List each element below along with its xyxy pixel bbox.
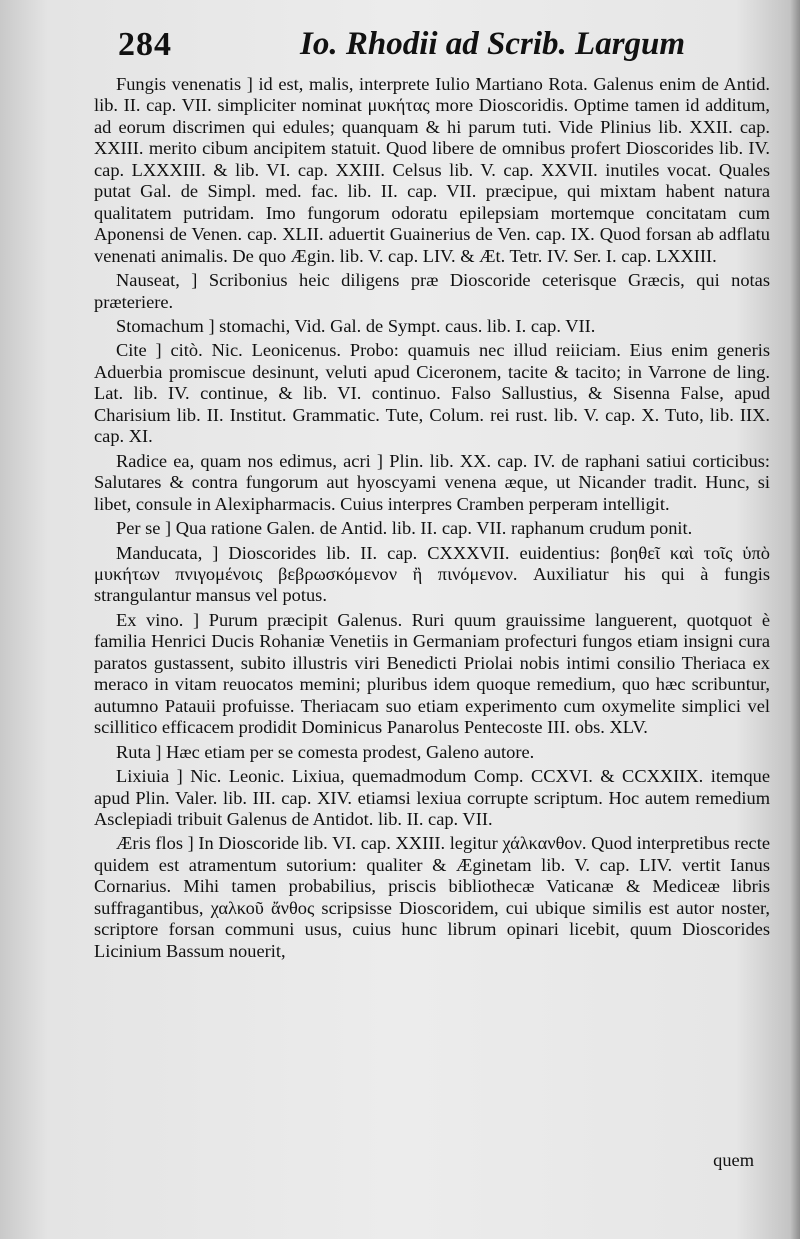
paragraph-lixiuia: Lixiuia ] Nic. Leonic. Lixiua, quemadmodum Comp. CCXVI. & CCXXIIX. itemque apud Plin. Valer. lib. III. cap. XIV. etiamsi lexiua corrupte scriptum. Hoc autem remedium Asclepiadi tribuit Galenus de Antidot. lib. II. cap. VII. [94,766,770,829]
paragraph-radice: Radice ea, quam nos edimus, acri ] Plin. lib. XX. cap. IV. de raphani satiui corticibus: Salutares & contra fungorum aut hyoscyami venena æque, ut Nicander tradit. Hunc, si libet, consule in Alexipharmacis. Cuius interpres Cramben perperam intelligit. [94,450,770,514]
paragraph-manducata: Manducata, ] Dioscorides lib. II. cap. CXXXVII. euidentius: βοηθεῖ καὶ τοῖς ὑπὸ μυκήτων πνιγομένοις βεβρωσκόμενον ἢ πινόμενον. Auxiliatur his qui à fungis strangulantur mansus vel potus. [94,542,770,606]
paragraph-ruta: Ruta ] Hæc etiam per se comesta prodest, Galeno autore. [116,741,535,762]
paragraph-cite: Cite ] citò. Nic. Leonicenus. Probo: quamuis nec illud reiiciam. Eius enim generis Aduerbia promiscue desinunt, veluti apud Ciceronem, tacite & tacito; in Varrone de ling. Lat. lib. IV. continue, & lib. VI. continuo. Falso Sallustius, & Sisenna False, apud Charisium lib. II. Institut. Grammatic. Tute, Colum. rei rust. lib. V. cap. X. Tuto, lib. IIX. cap. XI. [94,340,770,447]
paragraph-nauseat: Nauseat, ] Scribonius heic diligens præ Dioscoride ceterisque Græcis, qui notas præteriere. [94,270,770,312]
paragraph-aeris-flos: Æris flos ] In Dioscoride lib. VI. cap. XXIII. legitur χάλκανθον. Quod interpretibus recte quidem est atramentum sutorium: qualiter & Æginetam lib. V. cap. LIV. vertit Ianus Cornarius. Mihi tamen probabilius, priscis bibliothecæ Vaticanæ & Mediceæ libris suffragantibus, χαλκοῦ ἄνθος scripsisse Dioscoridem, cui ubique similis est autor noster, scriptore forsan communi usus, cuius hunc librum opinari licebit, quum Dioscorides Licinium Bassum nouerit, [94,833,770,961]
paragraph-stomachum: Stomachum ] stomachi, Vid. Gal. de Sympt. caus. lib. I. cap. VII. [116,315,596,336]
commentary-text [94,74,770,962]
page-edge-shadow [790,0,800,1239]
paragraph-per-se: Per se ] Qua ratione Galen. de Antid. lib. II. cap. VII. raphanum crudum ponit. [116,518,693,539]
page-header [118,26,686,74]
catchword: quem [713,1150,754,1170]
paragraph-ex-vino: Ex vino. ] Purum præcipit Galenus. Ruri quum grauissime languerent, quotquot è familia Henrici Ducis Rohaniæ Venetiis in Germaniam profecturi fungos etiam insigni cura paratos gustassent, subito illustris viri Benedicti Priolai nobis intimi consilio Theriaca ex meraco in vitam reuocatos memini; pluribus idem quoque remedium, quo hæc scribuntur, autumno Patauii profuisse. Theriacam suo etiam experimento cum oxymelite simplici vel scillitico efficacem prodidit Dominicus Panarolus Pentecoste III. obs. XLV. [94,609,770,738]
running-head: Io. Rhodii ad Scrib. Largum [300,26,686,62]
paragraph-fungis-venenatis: Fungis venenatis ] id est, malis, interprete Iulio Martiano Rota. Galenus enim de Antid. lib. II. cap. VII. simpliciter nominat μυκήτας more Dioscoridis. Optime tamen id additum, ad eorum discrimen qui edules; quanquam & hi parum tuti. Vide Plinius lib. XXII. cap. XXIII. merito cibum ancipitem statuit. Quod libere de omnibus profert Dioscorides lib. IV. cap. LXXXIII. & lib. VI. cap. XXIII. Celsus lib. V. cap. XXVII. inutiles vocat. Quales putat Gal. de Simpl. med. fac. lib. II. cap. VII. præcipue, qui mixtam habent natura qualitatem putridam. Imo fungorum odoratu epilepsiam mortemque concitatam cum Aponensi de Venen. cap. XLII. aduertit Guainerius de Ven. cap. IX. Quod forsan ab adflatu venenati animalis. De quo Ægin. lib. V. cap. LIV. & Æt. Tetr. IV. Ser. I. cap. LXXIII. [94,74,770,266]
page-number: 284 [118,26,172,63]
